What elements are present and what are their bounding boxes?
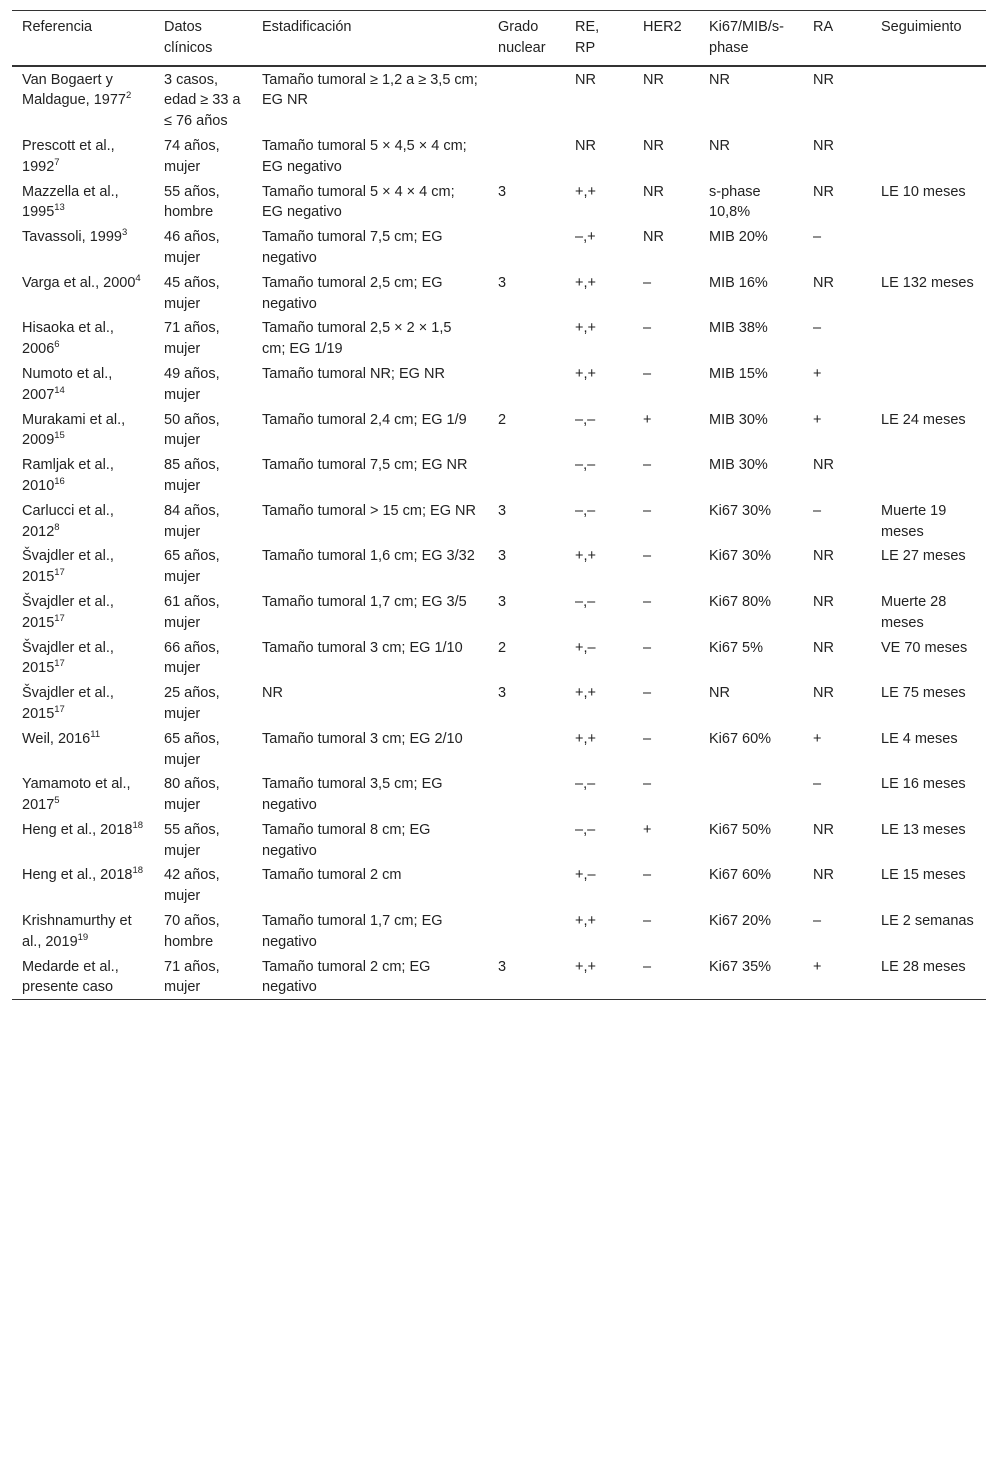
citation-number: 11	[90, 728, 101, 740]
table-container	[12, 10, 986, 1000]
table-row	[12, 270, 986, 316]
cell-ra: NR	[813, 137, 834, 154]
cell-her2: –	[643, 639, 652, 656]
cell-re-rp: +,+	[575, 320, 596, 337]
cell-her2: +	[643, 821, 652, 838]
col-header-estadificacion: Estadificación	[262, 19, 352, 35]
cell-re-rp: –,+	[575, 229, 596, 246]
cell-grado-nuclear: 3	[498, 593, 507, 610]
citation-number: 17	[54, 658, 65, 670]
citation-number: 7	[54, 156, 60, 168]
col-header-seguimiento: Seguimiento	[881, 19, 962, 35]
table-row	[12, 66, 986, 133]
table-row	[12, 224, 986, 270]
cell-re-rp: –,–	[575, 821, 596, 838]
cell-estadificacion: Tamaño tumoral 1,7 cm; EG 3/5	[262, 593, 467, 610]
cell-seguimiento: LE 75 meses	[881, 685, 966, 702]
reference-text: Weil, 2016	[22, 730, 91, 747]
cell-referencia	[12, 908, 154, 954]
cell-referencia	[12, 66, 154, 133]
cell-ki67: MIB 38%	[709, 320, 768, 337]
cell-re-rp: –,–	[575, 502, 596, 519]
cell-grado-nuclear: 3	[498, 685, 507, 702]
reference-text: Hisaoka et al., 2006	[22, 320, 114, 358]
cell-ra: NR	[813, 183, 834, 200]
cell-estadificacion: Tamaño tumoral 3,5 cm; EG negativo	[262, 776, 443, 814]
col-header-datos-clinicos: Datos clínicos	[164, 19, 213, 56]
cell-ki67	[699, 771, 803, 817]
cell-her2: –	[643, 548, 652, 565]
cell-estadificacion: Tamaño tumoral 3 cm; EG 1/10	[262, 639, 463, 656]
cell-ki67: Ki67 5%	[709, 639, 764, 656]
citation-number: 16	[54, 476, 65, 488]
table-row	[12, 726, 986, 772]
cell-ra: +	[813, 365, 822, 382]
reference-text: Ramljak et al., 2010	[22, 457, 114, 494]
cell-referencia	[12, 680, 154, 726]
cell-ra: –	[813, 229, 822, 246]
cell-re-rp: NR	[575, 71, 596, 88]
cell-ki67: MIB 20%	[709, 229, 768, 246]
citation-number: 6	[54, 339, 60, 351]
cell-seguimiento	[871, 361, 986, 407]
cell-ki67: Ki67 80%	[709, 593, 772, 610]
cell-seguimiento	[871, 315, 986, 361]
cell-estadificacion: Tamaño tumoral ≥ 1,2 a ≥ 3,5 cm; EG NR	[262, 71, 478, 109]
cell-re-rp: +,+	[575, 365, 596, 382]
cell-estadificacion: Tamaño tumoral 2,5 × 2 × 1,5 cm; EG 1/19	[262, 320, 452, 358]
cell-re-rp: NR	[575, 137, 596, 154]
cell-ki67: MIB 30%	[709, 411, 768, 428]
table-row	[12, 407, 986, 453]
cell-seguimiento: Muerte 19 meses	[881, 502, 947, 540]
col-header-re-rp: RE, RP	[575, 19, 600, 56]
cell-seguimiento: LE 27 meses	[881, 548, 966, 565]
cell-grado-nuclear	[488, 862, 565, 908]
table-row	[12, 133, 986, 179]
cell-ki67: NR	[709, 137, 730, 154]
cell-re-rp: +,+	[575, 183, 596, 200]
cell-estadificacion: Tamaño tumoral 8 cm; EG negativo	[262, 821, 431, 859]
col-header-referencia: Referencia	[22, 19, 93, 35]
citation-number: 13	[54, 202, 65, 214]
cell-seguimiento	[871, 452, 986, 498]
cell-re-rp: +,+	[575, 274, 596, 291]
table-body	[12, 66, 986, 1000]
table-row	[12, 315, 986, 361]
cell-grado-nuclear: 3	[498, 502, 507, 519]
cell-datos-clinicos: 55 años, mujer	[164, 821, 220, 859]
cell-grado-nuclear	[488, 224, 565, 270]
cell-ki67: Ki67 60%	[709, 867, 772, 884]
cell-datos-clinicos: 71 años, mujer	[164, 320, 220, 358]
cell-estadificacion: Tamaño tumoral 2,5 cm; EG negativo	[262, 274, 443, 312]
citation-number: 4	[135, 272, 141, 284]
reference-text: Prescott et al., 1992	[22, 137, 115, 175]
cell-grado-nuclear: 3	[498, 274, 507, 291]
reference-text: Heng et al., 2018	[22, 821, 133, 838]
table-row	[12, 361, 986, 407]
cell-ra: NR	[813, 457, 834, 474]
reference-text: Yamamoto et al., 2017	[22, 776, 131, 814]
cell-ki67: NR	[709, 71, 730, 88]
cell-seguimiento: LE 4 meses	[881, 730, 958, 747]
cell-datos-clinicos: 55 años, hombre	[164, 183, 220, 221]
reference-text: Mazzella et al., 1995	[22, 183, 119, 221]
cell-her2: –	[643, 320, 652, 337]
cell-her2: –	[643, 502, 652, 519]
cell-datos-clinicos: 50 años, mujer	[164, 411, 220, 449]
cell-referencia	[12, 817, 154, 863]
cell-seguimiento: LE 16 meses	[881, 776, 966, 793]
cell-referencia	[12, 452, 154, 498]
cell-her2: –	[643, 274, 652, 291]
cell-datos-clinicos: 70 años, hombre	[164, 913, 220, 950]
cell-estadificacion: Tamaño tumoral 2 cm	[262, 867, 402, 884]
cell-ra: –	[813, 776, 822, 793]
citation-number: 8	[54, 521, 60, 533]
col-header-her2: HER2	[643, 19, 682, 35]
reference-text: Švajdler et al., 2015	[22, 685, 114, 722]
cell-datos-clinicos: 45 años, mujer	[164, 274, 220, 312]
cell-estadificacion: Tamaño tumoral 3 cm; EG 2/10	[262, 730, 463, 747]
cell-estadificacion: Tamaño tumoral 2 cm; EG negativo	[262, 958, 431, 996]
cell-datos-clinicos: 3 casos, edad ≥ 33 a ≤ 76 años	[164, 71, 241, 130]
citation-number: 17	[54, 704, 65, 716]
cell-ra: NR	[813, 593, 834, 610]
cell-grado-nuclear	[488, 315, 565, 361]
cell-ki67: s-phase 10,8%	[709, 183, 761, 221]
cell-ki67: Ki67 50%	[709, 821, 772, 838]
table-row	[12, 179, 986, 225]
reference-text: Švajdler et al., 2015	[22, 639, 114, 677]
cell-re-rp: +,+	[575, 685, 596, 702]
cell-ra: NR	[813, 548, 834, 565]
cell-ra: NR	[813, 71, 834, 88]
cell-referencia	[12, 589, 154, 635]
cell-estadificacion: Tamaño tumoral 1,6 cm; EG 3/32	[262, 548, 475, 565]
cell-ki67: MIB 16%	[709, 274, 768, 291]
cell-re-rp: +,+	[575, 548, 596, 565]
cell-ki67: Ki67 35%	[709, 958, 772, 975]
cell-referencia	[12, 498, 154, 544]
cell-seguimiento: Muerte 28 meses	[881, 593, 947, 631]
cell-re-rp: +,–	[575, 867, 596, 884]
cell-re-rp: +,+	[575, 958, 596, 975]
cell-seguimiento: LE 132 meses	[881, 274, 974, 291]
cell-grado-nuclear	[488, 771, 565, 817]
cell-referencia	[12, 179, 154, 225]
cell-re-rp: –,–	[575, 593, 596, 610]
cell-ra: NR	[813, 685, 834, 702]
cell-datos-clinicos: 80 años, mujer	[164, 776, 220, 814]
cell-her2: +	[643, 411, 652, 428]
cell-referencia	[12, 954, 154, 1000]
col-header-ki67: Ki67/MIB/s-phase	[709, 19, 784, 56]
cell-her2: NR	[643, 71, 664, 88]
cell-grado-nuclear	[488, 726, 565, 772]
cell-ki67: Ki67 60%	[709, 730, 772, 747]
cell-seguimiento	[871, 224, 986, 270]
cell-grado-nuclear: 3	[498, 958, 507, 975]
reference-text: Murakami et al., 2009	[22, 411, 126, 449]
cell-re-rp: +,+	[575, 730, 596, 747]
cell-datos-clinicos: 46 años, mujer	[164, 229, 220, 266]
cell-referencia	[12, 133, 154, 179]
cell-her2: –	[643, 457, 652, 474]
citation-number: 2	[126, 90, 132, 102]
cell-her2: –	[643, 365, 652, 382]
cell-estadificacion: Tamaño tumoral 7,5 cm; EG negativo	[262, 229, 443, 266]
cell-estadificacion: Tamaño tumoral 2,4 cm; EG 1/9	[262, 411, 467, 428]
cell-ra: –	[813, 913, 822, 930]
cell-datos-clinicos: 66 años, mujer	[164, 639, 220, 677]
header-row	[12, 11, 986, 66]
cell-referencia	[12, 543, 154, 589]
cell-grado-nuclear	[488, 452, 565, 498]
citation-number: 15	[54, 430, 65, 442]
table-row	[12, 862, 986, 908]
cell-ra: +	[813, 411, 822, 428]
cell-ki67: MIB 15%	[709, 365, 768, 382]
data-table	[12, 10, 986, 1000]
cell-ra: NR	[813, 274, 834, 291]
cell-ra: –	[813, 502, 822, 519]
cell-datos-clinicos: 84 años, mujer	[164, 502, 220, 540]
cell-grado-nuclear	[488, 361, 565, 407]
citation-number: 5	[54, 795, 60, 807]
cell-estadificacion: Tamaño tumoral NR; EG NR	[262, 365, 445, 382]
cell-seguimiento: LE 10 meses	[881, 183, 966, 200]
cell-ki67: NR	[709, 685, 730, 702]
cell-her2: –	[643, 958, 652, 975]
cell-referencia	[12, 315, 154, 361]
cell-her2: –	[643, 867, 652, 884]
cell-estadificacion: Tamaño tumoral 5 × 4 × 4 cm; EG negativo	[262, 183, 455, 221]
cell-re-rp: +,–	[575, 639, 596, 656]
cell-referencia	[12, 862, 154, 908]
cell-referencia	[12, 407, 154, 453]
reference-text: Krishnamurthy et al., 2019	[22, 913, 132, 950]
reference-text: Tavassoli, 1999	[22, 229, 122, 246]
reference-text: Švajdler et al., 2015	[22, 593, 114, 631]
cell-referencia	[12, 635, 154, 681]
cell-estadificacion: Tamaño tumoral 5 × 4,5 × 4 cm; EG negativo	[262, 137, 467, 175]
cell-datos-clinicos: 25 años, mujer	[164, 685, 220, 722]
cell-estadificacion: Tamaño tumoral 7,5 cm; EG NR	[262, 457, 468, 474]
table-row	[12, 498, 986, 544]
cell-grado-nuclear	[488, 908, 565, 954]
cell-her2: –	[643, 593, 652, 610]
cell-seguimiento: LE 28 meses	[881, 958, 966, 975]
citation-number: 17	[54, 567, 65, 579]
cell-ki67: Ki67 30%	[709, 502, 772, 519]
cell-referencia	[12, 270, 154, 316]
cell-seguimiento	[871, 66, 986, 133]
cell-ki67: MIB 30%	[709, 457, 768, 474]
citation-number: 14	[54, 384, 65, 396]
cell-seguimiento: LE 24 meses	[881, 411, 966, 428]
cell-seguimiento: VE 70 meses	[881, 639, 968, 656]
cell-grado-nuclear: 3	[498, 548, 507, 565]
cell-grado-nuclear	[488, 817, 565, 863]
cell-seguimiento: LE 15 meses	[881, 867, 966, 884]
cell-grado-nuclear	[488, 133, 565, 179]
cell-datos-clinicos: 42 años, mujer	[164, 867, 220, 905]
table-row	[12, 543, 986, 589]
cell-her2: NR	[643, 183, 664, 200]
cell-her2: –	[643, 776, 652, 793]
citation-number: 17	[54, 612, 65, 624]
cell-datos-clinicos: 74 años, mujer	[164, 137, 220, 175]
cell-datos-clinicos: 61 años, mujer	[164, 593, 220, 631]
citation-number: 3	[121, 227, 128, 239]
cell-referencia	[12, 726, 154, 772]
citation-number: 18	[132, 865, 144, 877]
table-row	[12, 908, 986, 954]
cell-ra: NR	[813, 867, 834, 884]
cell-estadificacion: Tamaño tumoral 1,7 cm; EG negativo	[262, 913, 443, 950]
cell-datos-clinicos: 65 años, mujer	[164, 548, 220, 586]
cell-datos-clinicos: 71 años, mujer	[164, 958, 220, 996]
table-row	[12, 452, 986, 498]
table-row	[12, 817, 986, 863]
table-row	[12, 589, 986, 635]
col-header-grado-nuclear: Grado nuclear	[498, 19, 546, 56]
cell-estadificacion: Tamaño tumoral > 15 cm; EG NR	[262, 502, 476, 519]
reference-text: Carlucci et al., 2012	[22, 502, 114, 540]
cell-her2: –	[643, 685, 652, 702]
reference-text: Van Bogaert y Maldague, 1977	[22, 71, 126, 109]
cell-grado-nuclear: 3	[498, 183, 507, 200]
cell-datos-clinicos: 85 años, mujer	[164, 457, 220, 494]
cell-ki67: Ki67 20%	[709, 913, 772, 930]
cell-ra: NR	[813, 639, 834, 656]
table-row	[12, 680, 986, 726]
cell-ki67: Ki67 30%	[709, 548, 772, 565]
citation-number: 18	[132, 820, 144, 832]
cell-re-rp: –,–	[575, 411, 596, 428]
cell-her2: NR	[643, 229, 664, 246]
reference-text: Švajdler et al., 2015	[22, 548, 114, 586]
col-header-ra: RA	[813, 19, 834, 35]
cell-re-rp: –,–	[575, 776, 596, 793]
table-row	[12, 954, 986, 1000]
reference-text: Medarde et al., presente caso	[22, 958, 119, 996]
cell-grado-nuclear: 2	[498, 411, 507, 428]
citation-number: 19	[77, 932, 89, 944]
cell-datos-clinicos: 65 años, mujer	[164, 730, 220, 768]
cell-estadificacion: NR	[262, 685, 283, 702]
cell-re-rp: +,+	[575, 913, 596, 930]
table-row	[12, 635, 986, 681]
cell-seguimiento: LE 2 semanas	[881, 913, 974, 930]
cell-grado-nuclear: 2	[498, 639, 507, 656]
reference-text: Heng et al., 2018	[22, 867, 133, 884]
cell-ra: –	[813, 320, 822, 337]
cell-datos-clinicos: 49 años, mujer	[164, 365, 220, 403]
cell-referencia	[12, 361, 154, 407]
cell-referencia	[12, 771, 154, 817]
cell-ra: +	[813, 958, 822, 975]
cell-ra: NR	[813, 821, 834, 838]
reference-text: Varga et al., 2000	[22, 274, 136, 291]
cell-seguimiento: LE 13 meses	[881, 821, 966, 838]
cell-her2: –	[643, 730, 652, 747]
cell-referencia	[12, 224, 154, 270]
reference-text: Numoto et al., 2007	[22, 365, 113, 403]
cell-her2: NR	[643, 137, 664, 154]
cell-her2: –	[643, 913, 652, 930]
cell-seguimiento	[871, 133, 986, 179]
cell-re-rp: –,–	[575, 457, 596, 474]
cell-grado-nuclear	[488, 66, 565, 133]
cell-ra: +	[813, 730, 822, 747]
table-row	[12, 771, 986, 817]
